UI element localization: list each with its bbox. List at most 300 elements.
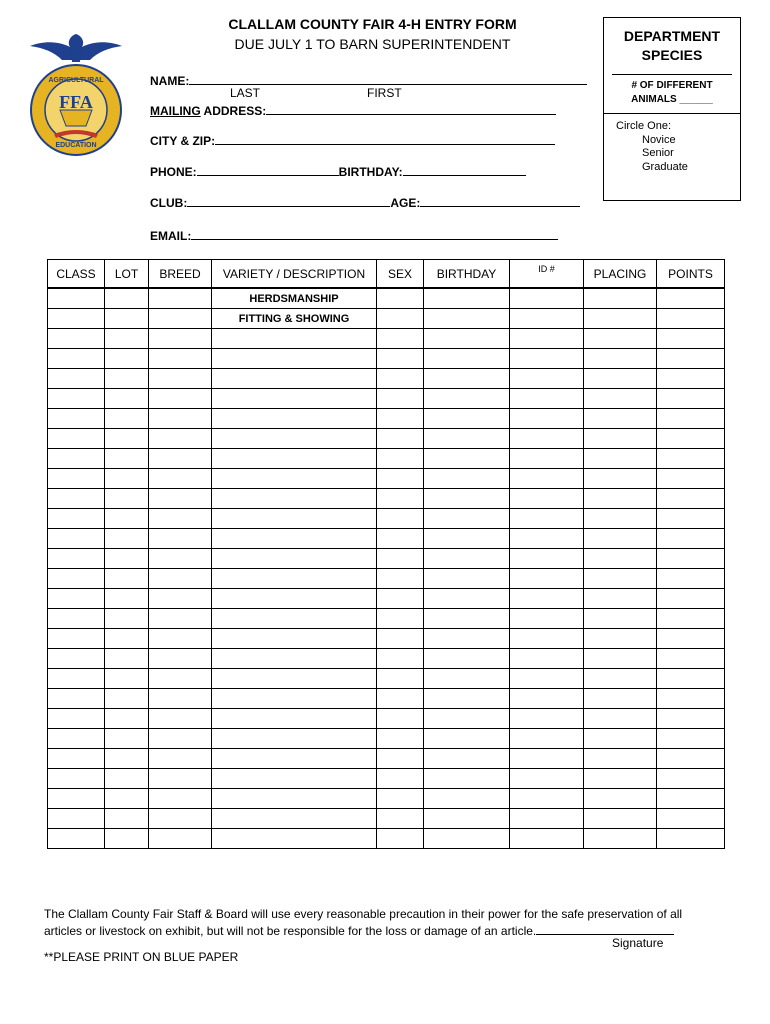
table-cell[interactable] <box>48 749 105 769</box>
table-cell[interactable] <box>424 789 510 809</box>
table-cell[interactable] <box>657 589 725 609</box>
table-row <box>48 389 725 409</box>
table-cell[interactable] <box>149 609 212 629</box>
table-cell[interactable] <box>510 669 584 689</box>
table-cell[interactable] <box>424 569 510 589</box>
table-cell[interactable] <box>212 769 377 789</box>
table-cell[interactable] <box>48 449 105 469</box>
table-cell[interactable] <box>149 789 212 809</box>
table-cell[interactable] <box>510 309 584 329</box>
table-cell[interactable] <box>584 589 657 609</box>
table-cell[interactable] <box>657 509 725 529</box>
table-cell[interactable] <box>212 449 377 469</box>
table-cell[interactable] <box>424 609 510 629</box>
table-cell[interactable] <box>105 349 149 369</box>
table-cell[interactable] <box>48 349 105 369</box>
club-label: CLUB: <box>150 196 188 210</box>
table-cell[interactable] <box>377 469 424 489</box>
table-cell[interactable] <box>212 629 377 649</box>
table-cell[interactable] <box>424 309 510 329</box>
table-cell[interactable] <box>212 549 377 569</box>
table-cell[interactable] <box>105 749 149 769</box>
table-cell[interactable] <box>657 809 725 829</box>
club-age-field[interactable] <box>150 194 580 210</box>
signature-line[interactable] <box>536 922 674 935</box>
table-cell[interactable] <box>105 569 149 589</box>
table-cell[interactable] <box>377 689 424 709</box>
table-cell[interactable] <box>424 329 510 349</box>
table-cell[interactable] <box>149 369 212 389</box>
table-cell[interactable] <box>424 829 510 849</box>
table-row <box>48 529 725 549</box>
table-cell[interactable] <box>424 649 510 669</box>
table-cell[interactable] <box>48 709 105 729</box>
table-cell[interactable] <box>657 669 725 689</box>
table-cell[interactable] <box>212 709 377 729</box>
table-cell[interactable] <box>48 809 105 829</box>
email-line[interactable] <box>191 227 558 240</box>
table-cell[interactable] <box>424 729 510 749</box>
table-cell[interactable] <box>424 449 510 469</box>
table-cell[interactable] <box>377 349 424 369</box>
table-cell[interactable] <box>105 609 149 629</box>
table-cell[interactable] <box>48 409 105 429</box>
table-cell[interactable] <box>48 729 105 749</box>
species-label: SPECIES <box>641 47 703 63</box>
table-cell[interactable] <box>584 449 657 469</box>
table-cell[interactable] <box>510 549 584 569</box>
table-cell[interactable] <box>105 409 149 429</box>
table-cell[interactable] <box>424 709 510 729</box>
table-cell[interactable] <box>105 489 149 509</box>
last-label: LAST <box>230 86 261 100</box>
table-cell[interactable] <box>510 489 584 509</box>
city-zip-field[interactable] <box>150 132 555 148</box>
table-row <box>48 349 725 369</box>
table-cell[interactable] <box>657 549 725 569</box>
table-cell[interactable] <box>424 489 510 509</box>
table-cell[interactable] <box>105 809 149 829</box>
table-cell[interactable] <box>584 629 657 649</box>
table-cell[interactable] <box>105 829 149 849</box>
table-row <box>48 369 725 389</box>
table-cell[interactable] <box>657 349 725 369</box>
table-cell[interactable] <box>510 689 584 709</box>
table-cell[interactable] <box>377 749 424 769</box>
club-line[interactable] <box>187 194 390 207</box>
table-cell[interactable] <box>510 649 584 669</box>
table-cell[interactable] <box>584 569 657 589</box>
table-cell[interactable] <box>584 689 657 709</box>
table-cell[interactable] <box>510 429 584 449</box>
table-cell[interactable] <box>424 769 510 789</box>
table-cell[interactable] <box>657 789 725 809</box>
animals-count[interactable] <box>604 79 740 107</box>
table-cell[interactable] <box>48 369 105 389</box>
table-cell[interactable] <box>105 689 149 709</box>
table-cell[interactable] <box>424 809 510 829</box>
table-cell[interactable] <box>212 649 377 669</box>
table-cell[interactable] <box>657 409 725 429</box>
table-cell[interactable] <box>657 449 725 469</box>
table-cell[interactable] <box>510 629 584 649</box>
table-cell[interactable] <box>149 629 212 649</box>
table-cell[interactable] <box>657 629 725 649</box>
table-cell[interactable] <box>48 489 105 509</box>
table-cell[interactable] <box>149 529 212 549</box>
table-cell[interactable] <box>424 549 510 569</box>
table-cell[interactable] <box>212 469 377 489</box>
table-cell[interactable] <box>584 669 657 689</box>
table-cell[interactable] <box>377 669 424 689</box>
table-cell[interactable] <box>510 389 584 409</box>
table-cell[interactable] <box>48 629 105 649</box>
table-cell[interactable] <box>657 569 725 589</box>
table-cell[interactable] <box>377 288 424 309</box>
table-cell[interactable] <box>657 309 725 329</box>
table-cell[interactable] <box>149 288 212 309</box>
table-cell[interactable] <box>584 649 657 669</box>
table-cell[interactable] <box>377 609 424 629</box>
table-cell[interactable] <box>212 429 377 449</box>
table-cell[interactable] <box>584 809 657 829</box>
table-cell[interactable] <box>510 609 584 629</box>
print-note: **PLEASE PRINT ON BLUE PAPER <box>44 950 239 964</box>
circle-one-label: Circle One: <box>616 120 672 132</box>
table-cell[interactable] <box>377 649 424 669</box>
table-cell[interactable] <box>212 789 377 809</box>
table-cell[interactable] <box>510 829 584 849</box>
option-graduate[interactable]: Graduate <box>642 160 688 173</box>
table-cell[interactable] <box>212 409 377 429</box>
table-cell[interactable] <box>149 689 212 709</box>
table-cell[interactable] <box>424 369 510 389</box>
table-cell[interactable] <box>377 329 424 349</box>
table-cell[interactable] <box>149 569 212 589</box>
table-cell[interactable] <box>48 689 105 709</box>
table-cell[interactable] <box>424 669 510 689</box>
table-cell[interactable] <box>584 329 657 349</box>
table-cell[interactable] <box>48 569 105 589</box>
table-cell[interactable] <box>48 309 105 329</box>
table-cell[interactable] <box>510 769 584 789</box>
table-cell[interactable] <box>212 589 377 609</box>
table-cell[interactable] <box>657 329 725 349</box>
table-cell[interactable] <box>377 589 424 609</box>
table-cell[interactable] <box>510 809 584 829</box>
table-cell[interactable] <box>377 549 424 569</box>
table-cell[interactable] <box>105 529 149 549</box>
phone-birthday-field[interactable] <box>150 163 526 179</box>
table-cell[interactable] <box>212 689 377 709</box>
city-zip-label: CITY & ZIP: <box>150 134 216 148</box>
table-cell[interactable] <box>377 429 424 449</box>
phone-label: PHONE: <box>150 165 197 179</box>
table-cell[interactable] <box>105 769 149 789</box>
table-cell[interactable] <box>584 429 657 449</box>
table-cell[interactable] <box>149 729 212 749</box>
table-cell[interactable] <box>149 329 212 349</box>
table-cell[interactable] <box>48 649 105 669</box>
table-cell[interactable] <box>48 669 105 689</box>
table-cell[interactable] <box>48 589 105 609</box>
table-cell[interactable] <box>657 749 725 769</box>
table-cell[interactable] <box>584 789 657 809</box>
table-cell[interactable] <box>584 769 657 789</box>
table-cell[interactable] <box>657 709 725 729</box>
table-cell[interactable] <box>105 669 149 689</box>
table-row <box>48 589 725 609</box>
table-cell[interactable] <box>657 609 725 629</box>
table-cell[interactable] <box>584 829 657 849</box>
table-cell[interactable] <box>510 749 584 769</box>
table-cell[interactable] <box>212 529 377 549</box>
table-cell[interactable] <box>510 529 584 549</box>
table-cell[interactable] <box>149 749 212 769</box>
table-cell[interactable] <box>212 609 377 629</box>
table-cell[interactable] <box>149 409 212 429</box>
table-cell[interactable] <box>584 389 657 409</box>
disclaimer <box>44 907 734 939</box>
mailing-address-field[interactable] <box>150 102 556 118</box>
table-cell[interactable] <box>149 429 212 449</box>
table-cell[interactable] <box>424 469 510 489</box>
table-cell[interactable] <box>212 809 377 829</box>
table-cell[interactable] <box>105 449 149 469</box>
table-cell[interactable] <box>424 749 510 769</box>
table-cell[interactable] <box>510 789 584 809</box>
table-cell[interactable] <box>510 709 584 729</box>
table-cell[interactable] <box>149 829 212 849</box>
table-cell[interactable] <box>657 469 725 489</box>
table-cell[interactable] <box>510 729 584 749</box>
birthday-line[interactable] <box>403 163 526 176</box>
table-cell[interactable] <box>105 729 149 749</box>
table-cell[interactable] <box>105 709 149 729</box>
table-cell[interactable] <box>212 389 377 409</box>
table-cell[interactable] <box>584 369 657 389</box>
table-cell[interactable] <box>377 309 424 329</box>
table-cell[interactable] <box>48 389 105 409</box>
table-cell[interactable] <box>657 429 725 449</box>
table-cell[interactable] <box>657 529 725 549</box>
table-cell[interactable] <box>212 829 377 849</box>
table-cell[interactable] <box>149 309 212 329</box>
table-cell[interactable] <box>149 349 212 369</box>
table-cell[interactable] <box>377 369 424 389</box>
table-row <box>48 429 725 449</box>
table-cell[interactable] <box>149 449 212 469</box>
department-box <box>603 17 741 201</box>
table-cell[interactable] <box>584 549 657 569</box>
table-cell[interactable] <box>584 609 657 629</box>
table-cell[interactable] <box>48 549 105 569</box>
table-cell[interactable] <box>105 509 149 529</box>
table-cell[interactable] <box>48 829 105 849</box>
table-header-row <box>48 260 725 289</box>
table-cell[interactable] <box>510 369 584 389</box>
table-cell[interactable] <box>424 429 510 449</box>
table-cell[interactable] <box>377 569 424 589</box>
table-cell[interactable] <box>424 629 510 649</box>
table-cell[interactable] <box>510 449 584 469</box>
animals-label-1: # OF DIFFERENT <box>631 80 713 91</box>
table-cell[interactable] <box>584 729 657 749</box>
table-cell[interactable] <box>149 709 212 729</box>
table-cell[interactable] <box>149 509 212 529</box>
email-field[interactable] <box>150 227 558 243</box>
table-cell[interactable] <box>657 689 725 709</box>
table-cell[interactable] <box>105 389 149 409</box>
table-cell[interactable] <box>657 489 725 509</box>
option-novice[interactable]: Novice <box>642 133 676 146</box>
table-cell[interactable] <box>212 509 377 529</box>
table-cell[interactable] <box>149 469 212 489</box>
table-cell[interactable] <box>510 509 584 529</box>
species-line[interactable] <box>612 74 732 75</box>
table-cell[interactable] <box>212 329 377 349</box>
table-cell[interactable] <box>149 589 212 609</box>
table-cell[interactable] <box>377 389 424 409</box>
table-cell[interactable] <box>510 589 584 609</box>
disclaimer-line-1: The Clallam County Fair Staff & Board will use every reasonable precaution in their power for the safe preservation of all <box>44 907 683 921</box>
table-row <box>48 829 725 849</box>
city-zip-line[interactable] <box>215 132 555 145</box>
table-cell[interactable] <box>377 489 424 509</box>
table-cell[interactable] <box>424 529 510 549</box>
table-cell[interactable] <box>105 629 149 649</box>
table-cell[interactable] <box>48 609 105 629</box>
table-cell[interactable] <box>377 769 424 789</box>
table-cell[interactable] <box>657 769 725 789</box>
table-cell[interactable] <box>149 769 212 789</box>
table-cell[interactable] <box>377 449 424 469</box>
table-cell[interactable] <box>149 669 212 689</box>
table-cell[interactable] <box>105 429 149 449</box>
table-cell[interactable] <box>657 829 725 849</box>
table-cell[interactable] <box>105 329 149 349</box>
table-cell[interactable] <box>657 288 725 309</box>
table-cell[interactable] <box>584 349 657 369</box>
table-cell[interactable] <box>424 509 510 529</box>
table-cell[interactable] <box>212 349 377 369</box>
table-cell[interactable] <box>657 369 725 389</box>
table-cell[interactable] <box>105 649 149 669</box>
table-cell[interactable] <box>48 329 105 349</box>
table-cell[interactable] <box>212 729 377 749</box>
svg-text:AGRICULTURAL: AGRICULTURAL <box>48 77 104 84</box>
table-cell[interactable] <box>584 309 657 329</box>
table-cell[interactable] <box>584 288 657 309</box>
table-row <box>48 749 725 769</box>
table-cell[interactable] <box>657 729 725 749</box>
table-cell[interactable] <box>105 789 149 809</box>
table-cell[interactable] <box>48 509 105 529</box>
table-cell[interactable] <box>377 709 424 729</box>
table-cell[interactable] <box>377 809 424 829</box>
table-cell[interactable] <box>377 529 424 549</box>
name-line[interactable] <box>189 72 587 85</box>
phone-line[interactable] <box>197 163 339 176</box>
table-cell[interactable] <box>510 349 584 369</box>
preset-entry: HERDSMANSHIP <box>212 288 377 309</box>
table-cell[interactable] <box>149 549 212 569</box>
table-cell[interactable] <box>584 709 657 729</box>
table-cell[interactable] <box>212 669 377 689</box>
table-cell[interactable] <box>149 809 212 829</box>
table-cell[interactable] <box>584 529 657 549</box>
table-cell[interactable] <box>105 309 149 329</box>
table-cell[interactable] <box>48 288 105 309</box>
mailing-address-line[interactable] <box>266 102 556 115</box>
ffa-emblem-logo <box>26 30 126 162</box>
table-cell[interactable] <box>584 469 657 489</box>
table-row <box>48 809 725 829</box>
table-cell[interactable] <box>377 729 424 749</box>
table-cell[interactable] <box>149 489 212 509</box>
table-cell[interactable] <box>105 369 149 389</box>
table-cell[interactable] <box>510 409 584 429</box>
table-cell[interactable] <box>424 349 510 369</box>
col-lot: LOT <box>105 260 149 289</box>
table-row <box>48 729 725 749</box>
table-cell[interactable] <box>48 789 105 809</box>
table-cell[interactable] <box>657 649 725 669</box>
form-subtitle: DUE JULY 1 TO BARN SUPERINTENDENT <box>234 36 511 52</box>
table-row <box>48 449 725 469</box>
table-cell[interactable] <box>424 389 510 409</box>
table-row <box>48 489 725 509</box>
table-cell[interactable] <box>48 469 105 489</box>
table-cell[interactable] <box>48 769 105 789</box>
table-cell[interactable] <box>377 409 424 429</box>
table-cell[interactable] <box>105 469 149 489</box>
table-cell[interactable] <box>657 389 725 409</box>
table-cell[interactable] <box>584 749 657 769</box>
age-line[interactable] <box>420 194 580 207</box>
table-cell[interactable] <box>48 529 105 549</box>
table-cell[interactable] <box>510 329 584 349</box>
table-cell[interactable] <box>212 489 377 509</box>
table-cell[interactable] <box>424 689 510 709</box>
table-cell[interactable] <box>424 288 510 309</box>
option-senior[interactable]: Senior <box>642 147 674 159</box>
table-cell[interactable] <box>48 429 105 449</box>
table-cell[interactable] <box>105 288 149 309</box>
table-cell[interactable] <box>149 649 212 669</box>
table-cell[interactable] <box>377 789 424 809</box>
table-cell[interactable] <box>584 409 657 429</box>
animals-label-2: ANIMALS ______ <box>631 94 713 105</box>
table-cell[interactable] <box>584 489 657 509</box>
table-cell[interactable] <box>212 369 377 389</box>
svg-text:EDUCATION: EDUCATION <box>55 142 97 149</box>
table-cell[interactable] <box>149 389 212 409</box>
table-cell[interactable] <box>377 829 424 849</box>
table-cell[interactable] <box>510 288 584 309</box>
table-cell[interactable] <box>212 749 377 769</box>
table-cell[interactable] <box>584 509 657 529</box>
table-cell[interactable] <box>105 549 149 569</box>
table-cell[interactable] <box>424 589 510 609</box>
table-cell[interactable] <box>424 409 510 429</box>
table-cell[interactable] <box>377 629 424 649</box>
table-cell[interactable] <box>510 569 584 589</box>
table-cell[interactable] <box>212 569 377 589</box>
table-cell[interactable] <box>105 589 149 609</box>
table-cell[interactable] <box>510 469 584 489</box>
table-cell[interactable] <box>377 509 424 529</box>
